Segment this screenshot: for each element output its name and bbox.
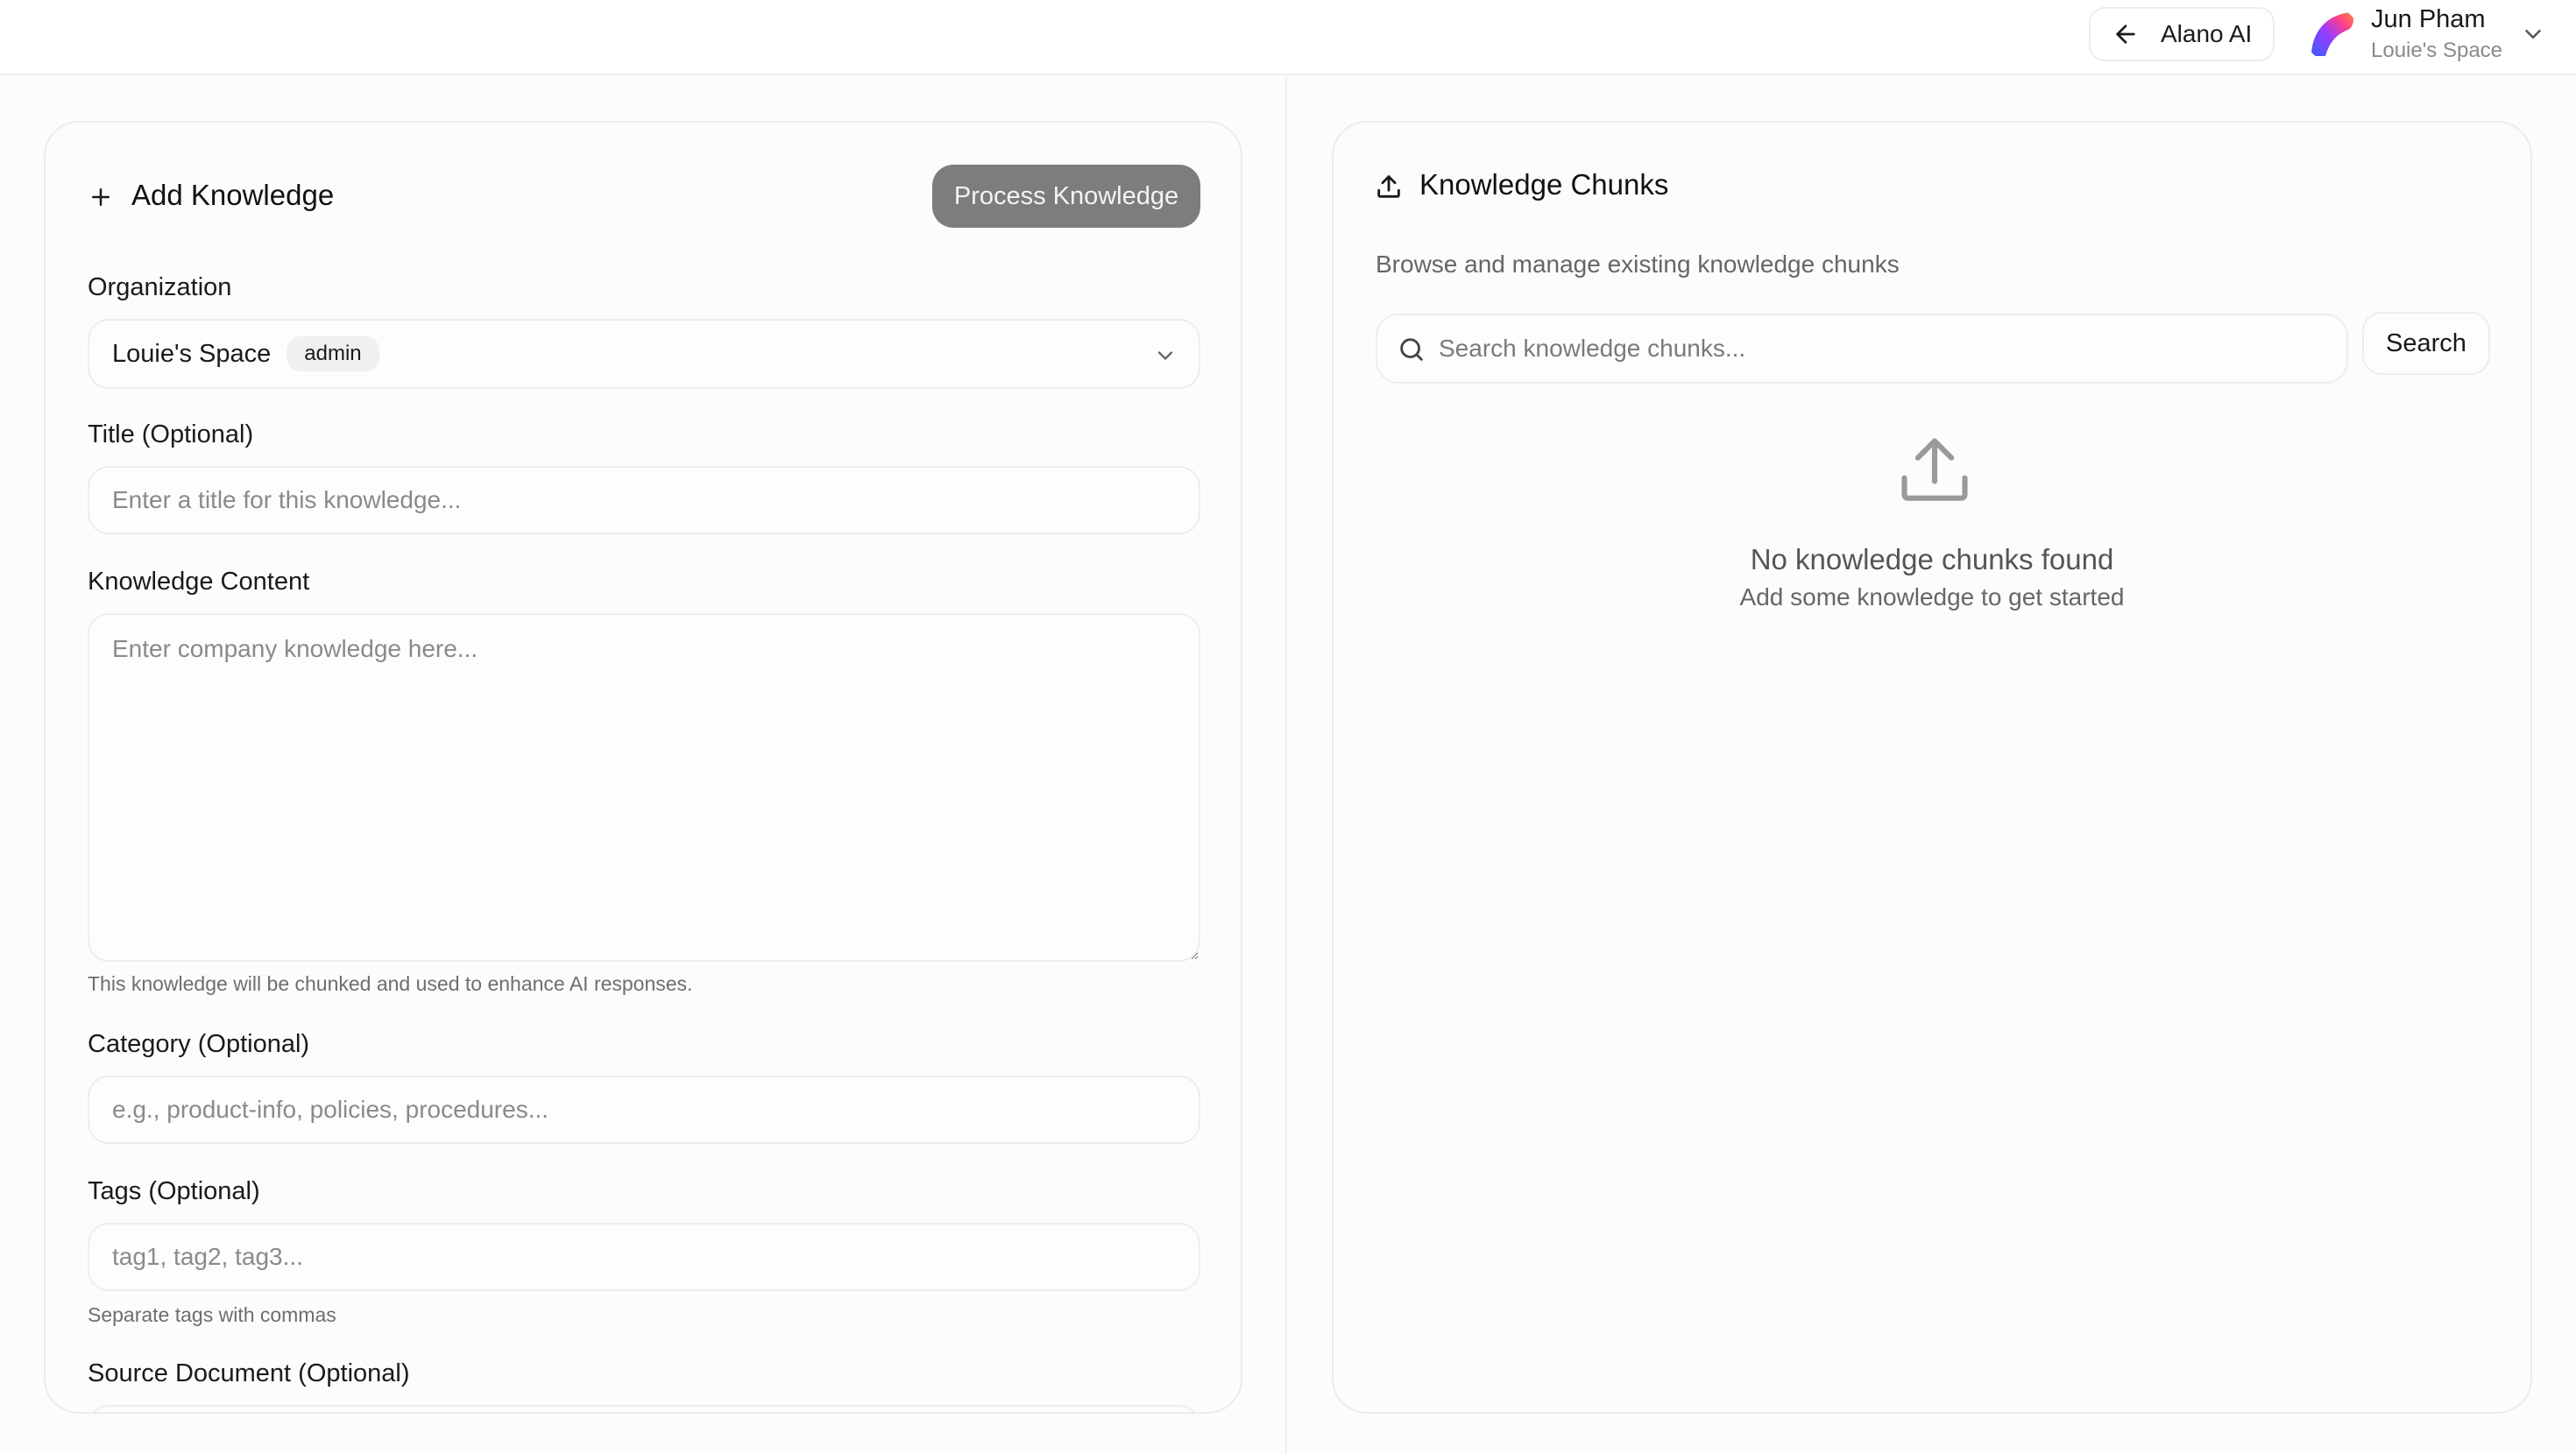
empty-state-subtitle: Add some knowledge to get started: [1739, 583, 2125, 611]
content-hint: This knowledge will be chunked and used to enhance AI responses.: [88, 972, 693, 995]
tags-label: Tags (Optional): [88, 1177, 260, 1205]
content-label: Knowledge Content: [88, 568, 310, 596]
chevron-down-icon: [1153, 343, 1178, 368]
organization-label: Organization: [88, 273, 232, 301]
knowledge-chunks-subtitle: Browse and manage existing knowledge chunks: [1376, 251, 1900, 278]
title-input[interactable]: [88, 466, 1200, 534]
user-space: Louie's Space: [2371, 39, 2503, 62]
knowledge-chunks-card: [1332, 121, 2532, 1414]
search-icon: [1397, 335, 1426, 364]
search-input[interactable]: [1439, 315, 2332, 382]
avatar[interactable]: [2304, 7, 2359, 61]
empty-state-title: No knowledge chunks found: [1750, 543, 2114, 575]
organization-value: Louie's Space: [112, 339, 272, 368]
chevron-down-icon[interactable]: [2520, 21, 2546, 47]
tags-input[interactable]: [88, 1223, 1200, 1291]
process-knowledge-button[interactable]: Process Knowledge: [932, 165, 1200, 228]
category-label: Category (Optional): [88, 1030, 310, 1058]
category-input[interactable]: [88, 1076, 1200, 1144]
user-name[interactable]: Jun Pham: [2371, 5, 2486, 33]
organization-select[interactable]: [88, 319, 1200, 389]
top-bar: [0, 0, 2576, 75]
source-document-input[interactable]: [88, 1405, 1200, 1414]
plus-icon: [88, 184, 114, 210]
search-button[interactable]: Search: [2362, 312, 2490, 375]
role-badge: admin: [287, 336, 379, 371]
avatar-logo-icon: [2304, 7, 2359, 61]
search-box[interactable]: [1376, 314, 2348, 384]
source-document-label: Source Document (Optional): [88, 1359, 410, 1387]
add-knowledge-title: Add Knowledge: [131, 179, 335, 211]
tags-hint: Separate tags with commas: [88, 1303, 336, 1326]
knowledge-chunks-title: Knowledge Chunks: [1419, 168, 1669, 201]
upload-icon: [1894, 431, 1975, 512]
add-knowledge-card: [44, 121, 1242, 1414]
upload-icon: [1374, 172, 1404, 201]
back-to-alano-button[interactable]: [2089, 7, 2275, 61]
title-label: Title (Optional): [88, 420, 254, 448]
panel-divider: [1285, 77, 1287, 1454]
arrow-left-icon: [2112, 20, 2140, 48]
back-button-label: Alano AI: [2161, 20, 2253, 47]
knowledge-content-textarea[interactable]: [88, 613, 1200, 962]
